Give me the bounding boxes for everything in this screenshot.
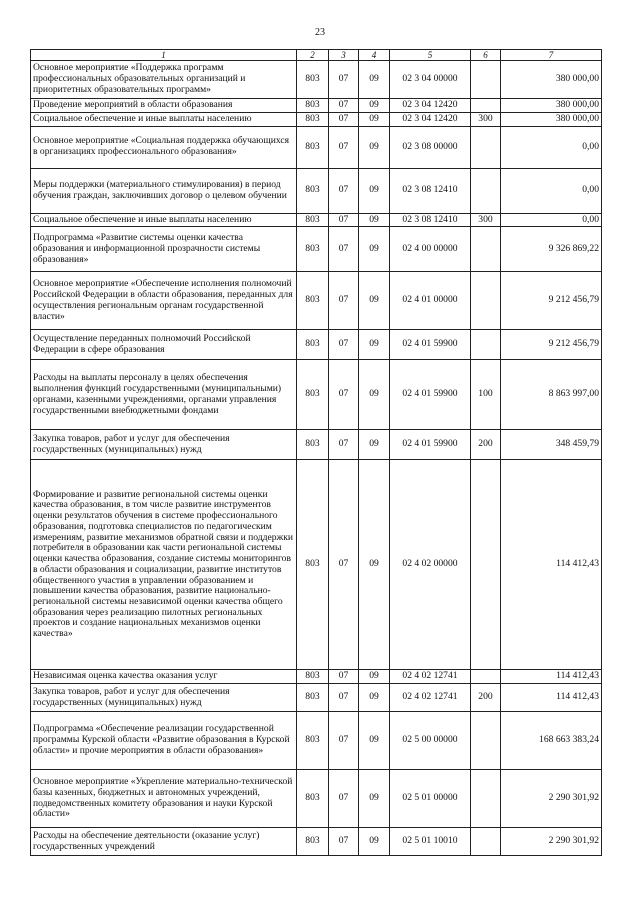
row-name: Подпрограмма «Развитие системы оценки качества образования и информационной прозрачности системы образования» bbox=[31, 227, 297, 272]
row-target: 02 4 00 00000 bbox=[390, 227, 471, 272]
row-target: 02 4 02 12741 bbox=[390, 684, 471, 712]
row-subsection: 09 bbox=[359, 330, 390, 360]
row-amount: 168 663 383,24 bbox=[501, 712, 602, 770]
column-header: 5 bbox=[390, 50, 471, 61]
row-expense bbox=[471, 712, 501, 770]
row-target: 02 4 01 59900 bbox=[390, 430, 471, 460]
row-amount: 2 290 301,92 bbox=[501, 770, 602, 828]
row-subsection: 09 bbox=[359, 272, 390, 330]
row-ministry: 803 bbox=[297, 828, 329, 856]
row-name: Независимая оценка качества оказания услуг bbox=[31, 670, 297, 684]
row-ministry: 803 bbox=[297, 61, 329, 99]
row-amount: 2 290 301,92 bbox=[501, 828, 602, 856]
row-ministry: 803 bbox=[297, 770, 329, 828]
row-expense bbox=[471, 330, 501, 360]
row-amount: 0,00 bbox=[501, 168, 602, 213]
row-ministry: 803 bbox=[297, 360, 329, 430]
row-subsection: 09 bbox=[359, 430, 390, 460]
row-target: 02 4 01 00000 bbox=[390, 272, 471, 330]
table-row bbox=[31, 99, 602, 113]
row-name: Подпрограмма «Обеспечение реализации государственной программы Курской области «Развитие образования в Курской области» и прочие мероприятия в области образования» bbox=[31, 712, 297, 770]
row-expense bbox=[471, 460, 501, 670]
row-expense: 100 bbox=[471, 360, 501, 430]
row-ministry: 803 bbox=[297, 227, 329, 272]
row-name: Социальное обеспечение и иные выплаты населению bbox=[31, 112, 297, 126]
row-amount: 348 459,79 bbox=[501, 430, 602, 460]
row-amount: 114 412,43 bbox=[501, 460, 602, 670]
row-expense: 300 bbox=[471, 213, 501, 227]
row-name: Осуществление переданных полномочий Российской Федерации в сфере образования bbox=[31, 330, 297, 360]
row-amount: 380 000,00 bbox=[501, 99, 602, 113]
row-expense bbox=[471, 670, 501, 684]
row-amount: 380 000,00 bbox=[501, 61, 602, 99]
row-target: 02 5 01 00000 bbox=[390, 770, 471, 828]
page-number: 23 bbox=[315, 27, 325, 38]
table-row bbox=[31, 227, 602, 272]
row-section: 07 bbox=[329, 126, 359, 168]
row-amount: 114 412,43 bbox=[501, 684, 602, 712]
row-section: 07 bbox=[329, 460, 359, 670]
row-amount: 9 326 869,22 bbox=[501, 227, 602, 272]
row-section: 07 bbox=[329, 168, 359, 213]
row-subsection: 09 bbox=[359, 227, 390, 272]
row-expense bbox=[471, 61, 501, 99]
row-subsection: 09 bbox=[359, 61, 390, 99]
row-subsection: 09 bbox=[359, 770, 390, 828]
row-ministry: 803 bbox=[297, 684, 329, 712]
row-ministry: 803 bbox=[297, 460, 329, 670]
row-expense bbox=[471, 168, 501, 213]
row-expense: 300 bbox=[471, 112, 501, 126]
row-ministry: 803 bbox=[297, 213, 329, 227]
row-section: 07 bbox=[329, 770, 359, 828]
table-row bbox=[31, 770, 602, 828]
table-row bbox=[31, 684, 602, 712]
row-ministry: 803 bbox=[297, 430, 329, 460]
row-name: Закупка товаров, работ и услуг для обеспечения государственных (муниципальных) нужд bbox=[31, 430, 297, 460]
row-target: 02 4 01 59900 bbox=[390, 360, 471, 430]
table-row bbox=[31, 112, 602, 126]
row-ministry: 803 bbox=[297, 330, 329, 360]
row-section: 07 bbox=[329, 712, 359, 770]
row-ministry: 803 bbox=[297, 272, 329, 330]
row-amount: 9 212 456,79 bbox=[501, 272, 602, 330]
row-amount: 114 412,43 bbox=[501, 670, 602, 684]
row-section: 07 bbox=[329, 670, 359, 684]
row-target: 02 4 02 12741 bbox=[390, 670, 471, 684]
row-expense bbox=[471, 770, 501, 828]
row-amount: 0,00 bbox=[501, 213, 602, 227]
table-row bbox=[31, 61, 602, 99]
row-subsection: 09 bbox=[359, 213, 390, 227]
table-row bbox=[31, 272, 602, 330]
row-subsection: 09 bbox=[359, 112, 390, 126]
row-expense bbox=[471, 272, 501, 330]
row-section: 07 bbox=[329, 112, 359, 126]
row-expense bbox=[471, 126, 501, 168]
row-subsection: 09 bbox=[359, 828, 390, 856]
row-target: 02 3 08 12410 bbox=[390, 168, 471, 213]
row-subsection: 09 bbox=[359, 460, 390, 670]
row-ministry: 803 bbox=[297, 99, 329, 113]
row-section: 07 bbox=[329, 330, 359, 360]
row-target: 02 5 01 10010 bbox=[390, 828, 471, 856]
row-expense bbox=[471, 227, 501, 272]
row-subsection: 09 bbox=[359, 670, 390, 684]
row-section: 07 bbox=[329, 213, 359, 227]
row-subsection: 09 bbox=[359, 126, 390, 168]
row-name: Расходы на обеспечение деятельности (оказание услуг) государственных учреждений bbox=[31, 828, 297, 856]
row-ministry: 803 bbox=[297, 168, 329, 213]
column-header: 3 bbox=[329, 50, 359, 61]
row-ministry: 803 bbox=[297, 670, 329, 684]
row-name: Проведение мероприятий в области образования bbox=[31, 99, 297, 113]
row-target: 02 3 04 00000 bbox=[390, 61, 471, 99]
row-name: Формирование и развитие региональной системы оценки качества образования, в том числе развитие инструментов оценки результатов обучения в системе профессионального образования, подготовка специалистов по педагогическим измерениям, развитие механизмов обратной связи и поддержки потребителя в образовании как части региональной системы оценки качества образования, создание системы мониторингов в области образования и социализации, развитие институтов общественного участия в управлении образованием и повышении качества образования, развитие национально-региональной системы независимой оценки качества общего образования через реализацию пилотных региональных проектов и создание национальных механизмов оценки качества» bbox=[31, 460, 297, 670]
column-header: 2 bbox=[297, 50, 329, 61]
row-subsection: 09 bbox=[359, 684, 390, 712]
table-row bbox=[31, 670, 602, 684]
row-target: 02 4 02 00000 bbox=[390, 460, 471, 670]
row-amount: 380 000,00 bbox=[501, 112, 602, 126]
row-section: 07 bbox=[329, 430, 359, 460]
table-row bbox=[31, 330, 602, 360]
row-amount: 9 212 456,79 bbox=[501, 330, 602, 360]
row-name: Расходы на выплаты персоналу в целях обеспечения выполнения функций государственными (муниципальными) органами, казенными учреждениями, органами управления государственными внебюджетными фондами bbox=[31, 360, 297, 430]
table-row bbox=[31, 213, 602, 227]
row-subsection: 09 bbox=[359, 360, 390, 430]
row-section: 07 bbox=[329, 61, 359, 99]
table-row bbox=[31, 460, 602, 670]
row-name: Закупка товаров, работ и услуг для обеспечения государственных (муниципальных) нужд bbox=[31, 684, 297, 712]
row-subsection: 09 bbox=[359, 168, 390, 213]
table-row bbox=[31, 360, 602, 430]
row-section: 07 bbox=[329, 360, 359, 430]
row-name: Основное мероприятие «Обеспечение исполнения полномочий Российской Федерации в области образования, переданных для осуществления региональным органам государственной власти» bbox=[31, 272, 297, 330]
row-expense: 200 bbox=[471, 430, 501, 460]
row-expense bbox=[471, 828, 501, 856]
row-target: 02 3 04 12420 bbox=[390, 99, 471, 113]
row-subsection: 09 bbox=[359, 712, 390, 770]
row-ministry: 803 bbox=[297, 126, 329, 168]
row-section: 07 bbox=[329, 99, 359, 113]
budget-table bbox=[30, 49, 602, 856]
row-name: Меры поддержки (материального стимулирования) в период обучения граждан, заключивших договор о целевом обучении bbox=[31, 168, 297, 213]
column-header: 7 bbox=[501, 50, 602, 61]
table-row bbox=[31, 828, 602, 856]
row-target: 02 3 04 12420 bbox=[390, 112, 471, 126]
table-row bbox=[31, 126, 602, 168]
column-header: 4 bbox=[359, 50, 390, 61]
table-row bbox=[31, 168, 602, 213]
row-amount: 8 863 997,00 bbox=[501, 360, 602, 430]
row-target: 02 3 08 12410 bbox=[390, 213, 471, 227]
row-subsection: 09 bbox=[359, 99, 390, 113]
row-target: 02 5 00 00000 bbox=[390, 712, 471, 770]
column-header: 1 bbox=[31, 50, 297, 61]
row-name: Основное мероприятие «Укрепление материально-технической базы казенных, бюджетных и автономных учреждений, подведомственных комитету образования и науки Курской области» bbox=[31, 770, 297, 828]
row-section: 07 bbox=[329, 227, 359, 272]
row-amount: 0,00 bbox=[501, 126, 602, 168]
row-expense: 200 bbox=[471, 684, 501, 712]
row-target: 02 4 01 59900 bbox=[390, 330, 471, 360]
row-ministry: 803 bbox=[297, 712, 329, 770]
row-section: 07 bbox=[329, 272, 359, 330]
row-name: Социальное обеспечение и иные выплаты населению bbox=[31, 213, 297, 227]
table-row bbox=[31, 430, 602, 460]
row-target: 02 3 08 00000 bbox=[390, 126, 471, 168]
row-ministry: 803 bbox=[297, 112, 329, 126]
header-row bbox=[31, 50, 602, 61]
column-header: 6 bbox=[471, 50, 501, 61]
row-expense bbox=[471, 99, 501, 113]
table-row bbox=[31, 712, 602, 770]
row-name: Основное мероприятие «Поддержка программ профессиональных образовательных организаций и приоритетных образовательных программ» bbox=[31, 61, 297, 99]
row-section: 07 bbox=[329, 684, 359, 712]
row-section: 07 bbox=[329, 828, 359, 856]
row-name: Основное мероприятие «Социальная поддержка обучающихся в организациях профессионального образования» bbox=[31, 126, 297, 168]
